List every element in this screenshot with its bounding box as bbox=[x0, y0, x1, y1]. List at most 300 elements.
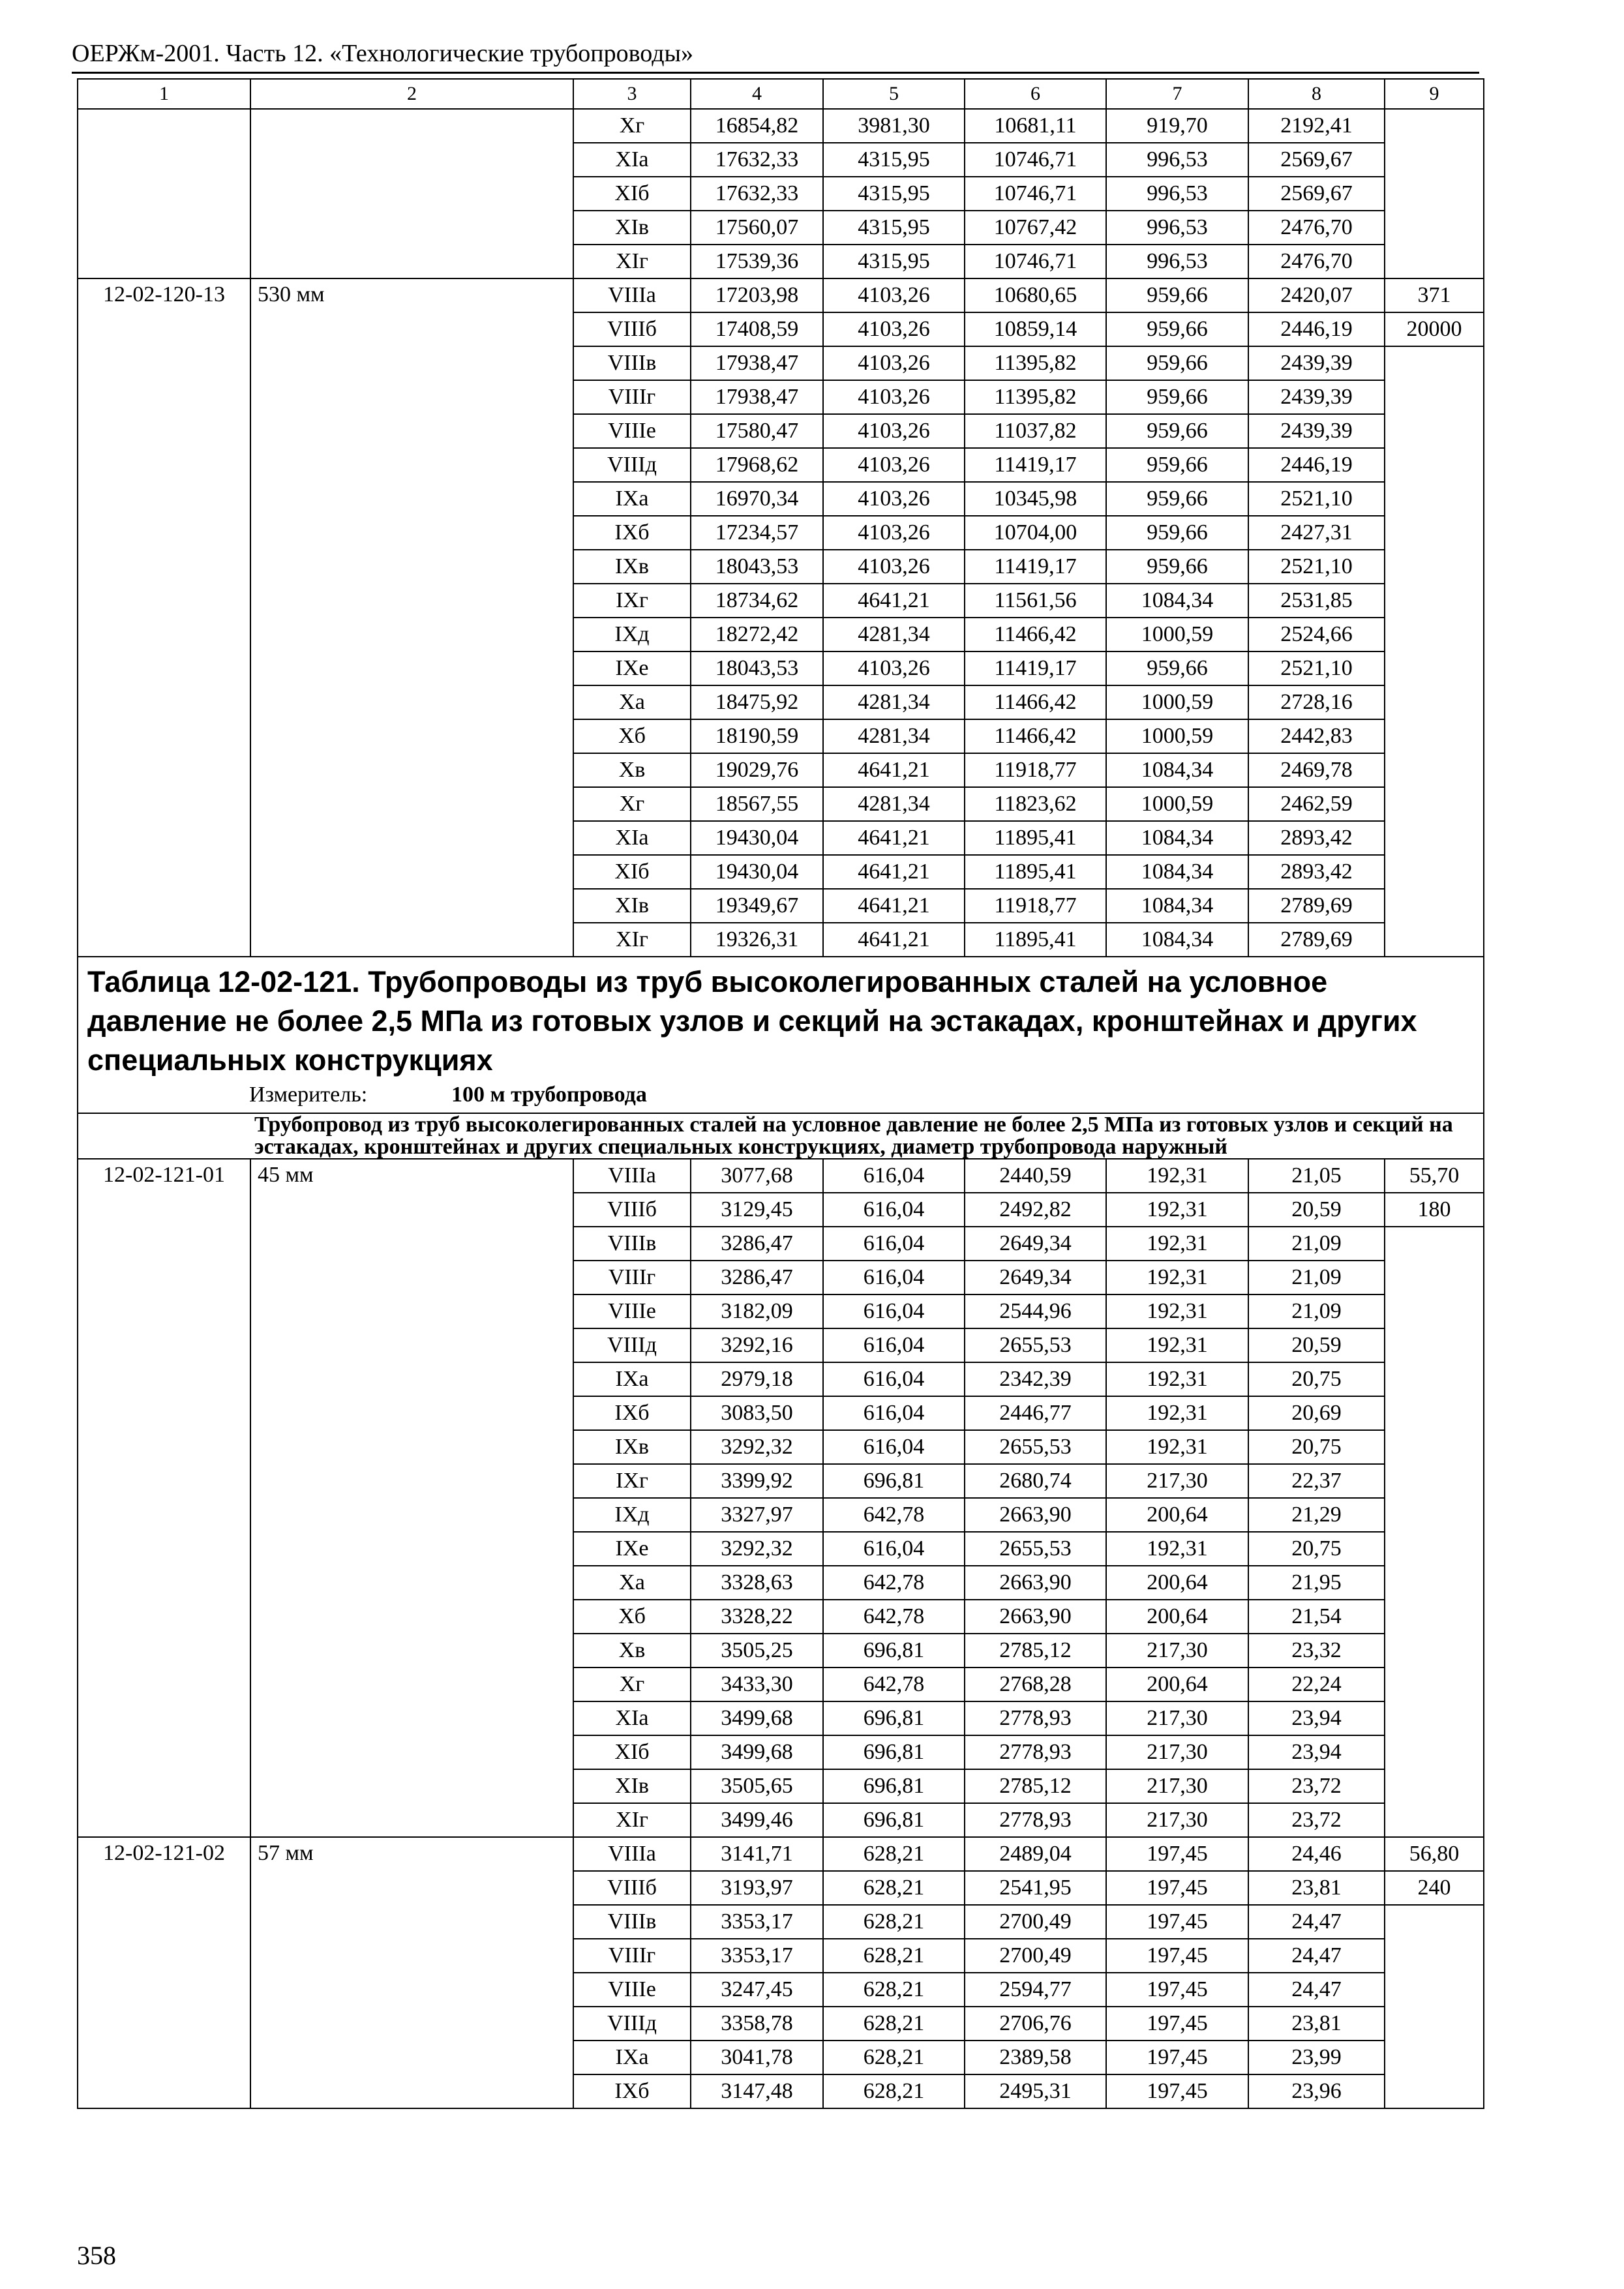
machines-cell: 11466,42 bbox=[965, 685, 1106, 719]
operator-wages-cell: 996,53 bbox=[1106, 211, 1248, 245]
index-cell: VIIIд bbox=[573, 448, 691, 482]
column-number: 3 bbox=[573, 79, 691, 109]
total-cell: 3399,92 bbox=[691, 1464, 823, 1498]
materials-cell: 2531,85 bbox=[1248, 584, 1385, 618]
machines-cell: 2768,28 bbox=[965, 1668, 1106, 1701]
wages-cell: 642,78 bbox=[823, 1498, 965, 1532]
labor-cell bbox=[1385, 109, 1484, 278]
index-cell: IXв bbox=[573, 550, 691, 584]
column-number: 1 bbox=[78, 79, 250, 109]
machines-cell: 2778,93 bbox=[965, 1735, 1106, 1769]
wages-cell: 4281,34 bbox=[823, 787, 965, 821]
operator-wages-cell: 1084,34 bbox=[1106, 855, 1248, 889]
total-cell: 3129,45 bbox=[691, 1193, 823, 1227]
machines-cell: 2778,93 bbox=[965, 1701, 1106, 1735]
machines-cell: 2655,53 bbox=[965, 1532, 1106, 1566]
operator-wages-cell: 217,30 bbox=[1106, 1464, 1248, 1498]
index-cell: VIIIб bbox=[573, 1193, 691, 1227]
machines-cell: 10345,98 bbox=[965, 482, 1106, 516]
materials-cell: 20,75 bbox=[1248, 1532, 1385, 1566]
operator-wages-cell: 959,66 bbox=[1106, 278, 1248, 312]
index-cell: Xг bbox=[573, 787, 691, 821]
operator-wages-cell: 959,66 bbox=[1106, 516, 1248, 550]
machines-cell: 11466,42 bbox=[965, 618, 1106, 651]
wages-cell: 696,81 bbox=[823, 1634, 965, 1668]
labor-cell bbox=[1385, 1227, 1484, 1837]
total-cell: 18475,92 bbox=[691, 685, 823, 719]
total-cell: 3147,48 bbox=[691, 2074, 823, 2108]
materials-cell: 2524,66 bbox=[1248, 618, 1385, 651]
machines-cell: 2663,90 bbox=[965, 1600, 1106, 1634]
total-cell: 18043,53 bbox=[691, 550, 823, 584]
wages-cell: 616,04 bbox=[823, 1532, 965, 1566]
machines-cell: 10746,71 bbox=[965, 245, 1106, 278]
materials-cell: 2420,07 bbox=[1248, 278, 1385, 312]
wages-cell: 616,04 bbox=[823, 1261, 965, 1294]
materials-cell: 22,24 bbox=[1248, 1668, 1385, 1701]
operator-wages-cell: 217,30 bbox=[1106, 1634, 1248, 1668]
operator-wages-cell: 197,45 bbox=[1106, 1905, 1248, 1939]
diameter-cell bbox=[250, 109, 573, 278]
total-cell: 16854,82 bbox=[691, 109, 823, 143]
operator-wages-cell: 197,45 bbox=[1106, 1973, 1248, 2007]
total-cell: 19029,76 bbox=[691, 753, 823, 787]
total-cell: 3499,68 bbox=[691, 1701, 823, 1735]
materials-cell: 2893,42 bbox=[1248, 855, 1385, 889]
materials-cell: 2439,39 bbox=[1248, 414, 1385, 448]
materials-cell: 24,47 bbox=[1248, 1905, 1385, 1939]
index-cell: VIIIа bbox=[573, 1837, 691, 1871]
operator-wages-cell: 959,66 bbox=[1106, 380, 1248, 414]
machines-cell: 2649,34 bbox=[965, 1261, 1106, 1294]
table-row bbox=[78, 278, 1484, 312]
total-cell: 18043,53 bbox=[691, 651, 823, 685]
materials-cell: 20,75 bbox=[1248, 1430, 1385, 1464]
wages-cell: 4281,34 bbox=[823, 618, 965, 651]
operator-wages-cell: 1084,34 bbox=[1106, 753, 1248, 787]
table-row bbox=[78, 109, 1484, 143]
materials-cell: 20,59 bbox=[1248, 1193, 1385, 1227]
total-cell: 3505,65 bbox=[691, 1769, 823, 1803]
column-number: 9 bbox=[1385, 79, 1484, 109]
operator-wages-cell: 192,31 bbox=[1106, 1193, 1248, 1227]
materials-cell: 2789,69 bbox=[1248, 889, 1385, 923]
materials-cell: 23,81 bbox=[1248, 1871, 1385, 1905]
operator-wages-cell: 200,64 bbox=[1106, 1566, 1248, 1600]
wages-cell: 628,21 bbox=[823, 1973, 965, 2007]
wages-cell: 628,21 bbox=[823, 1905, 965, 1939]
code-cell: 12-02-121-02 bbox=[78, 1837, 250, 2108]
total-cell: 3247,45 bbox=[691, 1973, 823, 2007]
operator-wages-cell: 1084,34 bbox=[1106, 821, 1248, 855]
total-cell: 3499,46 bbox=[691, 1803, 823, 1837]
wages-cell: 4103,26 bbox=[823, 482, 965, 516]
index-cell: IXд bbox=[573, 1498, 691, 1532]
materials-cell: 23,94 bbox=[1248, 1735, 1385, 1769]
meter-row bbox=[78, 1080, 1483, 1113]
meter-value: 100 м трубопровода bbox=[451, 1083, 647, 1107]
total-cell: 3041,78 bbox=[691, 2041, 823, 2074]
materials-cell: 2462,59 bbox=[1248, 787, 1385, 821]
total-cell: 17968,62 bbox=[691, 448, 823, 482]
operator-wages-cell: 959,66 bbox=[1106, 448, 1248, 482]
machines-cell: 10704,00 bbox=[965, 516, 1106, 550]
wages-cell: 696,81 bbox=[823, 1769, 965, 1803]
materials-cell: 23,32 bbox=[1248, 1634, 1385, 1668]
index-cell: IXа bbox=[573, 2041, 691, 2074]
index-cell: Xа bbox=[573, 685, 691, 719]
column-number: 8 bbox=[1248, 79, 1385, 109]
operator-wages-cell: 192,31 bbox=[1106, 1261, 1248, 1294]
machines-cell: 2649,34 bbox=[965, 1227, 1106, 1261]
total-cell: 17539,36 bbox=[691, 245, 823, 278]
total-cell: 17408,59 bbox=[691, 312, 823, 346]
total-cell: 3083,50 bbox=[691, 1396, 823, 1430]
wages-cell: 628,21 bbox=[823, 2007, 965, 2041]
index-cell: VIIIе bbox=[573, 1973, 691, 2007]
materials-cell: 2469,78 bbox=[1248, 753, 1385, 787]
materials-cell: 20,75 bbox=[1248, 1362, 1385, 1396]
wages-cell: 4103,26 bbox=[823, 414, 965, 448]
materials-cell: 20,59 bbox=[1248, 1328, 1385, 1362]
materials-cell: 21,05 bbox=[1248, 1159, 1385, 1193]
machines-cell: 2446,77 bbox=[965, 1396, 1106, 1430]
wages-cell: 616,04 bbox=[823, 1430, 965, 1464]
machines-cell: 2706,76 bbox=[965, 2007, 1106, 2041]
wages-cell: 616,04 bbox=[823, 1227, 965, 1261]
index-cell: VIIIе bbox=[573, 414, 691, 448]
machines-cell: 11395,82 bbox=[965, 380, 1106, 414]
machines-cell: 11918,77 bbox=[965, 889, 1106, 923]
total-cell: 3328,22 bbox=[691, 1600, 823, 1634]
total-cell: 17938,47 bbox=[691, 346, 823, 380]
operator-wages-cell: 197,45 bbox=[1106, 2041, 1248, 2074]
operator-wages-cell: 959,66 bbox=[1106, 482, 1248, 516]
machines-cell: 10681,11 bbox=[965, 109, 1106, 143]
diameter-cell: 45 мм bbox=[250, 1159, 573, 1837]
operator-wages-cell: 192,31 bbox=[1106, 1396, 1248, 1430]
wages-cell: 696,81 bbox=[823, 1803, 965, 1837]
machines-cell: 2342,39 bbox=[965, 1362, 1106, 1396]
index-cell: VIIIг bbox=[573, 380, 691, 414]
machines-cell: 2655,53 bbox=[965, 1430, 1106, 1464]
wages-cell: 4641,21 bbox=[823, 855, 965, 889]
machines-cell: 2544,96 bbox=[965, 1294, 1106, 1328]
labor-cell: 20000 bbox=[1385, 312, 1484, 346]
index-cell: VIIIв bbox=[573, 1227, 691, 1261]
total-cell: 19326,31 bbox=[691, 923, 823, 957]
wages-cell: 4315,95 bbox=[823, 211, 965, 245]
materials-cell: 2439,39 bbox=[1248, 346, 1385, 380]
wages-cell: 3981,30 bbox=[823, 109, 965, 143]
machines-cell: 11395,82 bbox=[965, 346, 1106, 380]
operator-wages-cell: 217,30 bbox=[1106, 1735, 1248, 1769]
machines-cell: 11895,41 bbox=[965, 923, 1106, 957]
total-cell: 3182,09 bbox=[691, 1294, 823, 1328]
machines-cell: 10767,42 bbox=[965, 211, 1106, 245]
wages-cell: 4641,21 bbox=[823, 821, 965, 855]
materials-cell: 24,47 bbox=[1248, 1939, 1385, 1973]
operator-wages-cell: 197,45 bbox=[1106, 1939, 1248, 1973]
operator-wages-cell: 1084,34 bbox=[1106, 889, 1248, 923]
operator-wages-cell: 959,66 bbox=[1106, 312, 1248, 346]
total-cell: 3358,78 bbox=[691, 2007, 823, 2041]
materials-cell: 23,81 bbox=[1248, 2007, 1385, 2041]
index-cell: IXб bbox=[573, 1396, 691, 1430]
operator-wages-cell: 1084,34 bbox=[1106, 923, 1248, 957]
materials-cell: 2893,42 bbox=[1248, 821, 1385, 855]
operator-wages-cell: 192,31 bbox=[1106, 1362, 1248, 1396]
index-cell: XIб bbox=[573, 177, 691, 211]
wages-cell: 616,04 bbox=[823, 1193, 965, 1227]
machines-cell: 11419,17 bbox=[965, 448, 1106, 482]
materials-cell: 24,47 bbox=[1248, 1973, 1385, 2007]
materials-cell: 2476,70 bbox=[1248, 245, 1385, 278]
wages-cell: 628,21 bbox=[823, 2074, 965, 2108]
index-cell: Xв bbox=[573, 1634, 691, 1668]
operator-wages-cell: 192,31 bbox=[1106, 1294, 1248, 1328]
operator-wages-cell: 1000,59 bbox=[1106, 618, 1248, 651]
operator-wages-cell: 996,53 bbox=[1106, 177, 1248, 211]
machines-cell: 2440,59 bbox=[965, 1159, 1106, 1193]
operator-wages-cell: 959,66 bbox=[1106, 651, 1248, 685]
machines-cell: 2680,74 bbox=[965, 1464, 1106, 1498]
operator-wages-cell: 217,30 bbox=[1106, 1769, 1248, 1803]
total-cell: 19430,04 bbox=[691, 821, 823, 855]
machines-cell: 11419,17 bbox=[965, 651, 1106, 685]
machines-cell: 11037,82 bbox=[965, 414, 1106, 448]
operator-wages-cell: 1084,34 bbox=[1106, 584, 1248, 618]
index-cell: IXд bbox=[573, 618, 691, 651]
machines-cell: 11561,56 bbox=[965, 584, 1106, 618]
machines-cell: 2663,90 bbox=[965, 1498, 1106, 1532]
operator-wages-cell: 200,64 bbox=[1106, 1668, 1248, 1701]
materials-cell: 2569,67 bbox=[1248, 177, 1385, 211]
materials-cell: 2521,10 bbox=[1248, 550, 1385, 584]
wages-cell: 616,04 bbox=[823, 1159, 965, 1193]
total-cell: 3433,30 bbox=[691, 1668, 823, 1701]
machines-cell: 10746,71 bbox=[965, 143, 1106, 177]
wages-cell: 616,04 bbox=[823, 1294, 965, 1328]
machines-cell: 2655,53 bbox=[965, 1328, 1106, 1362]
labor-cell: 240 bbox=[1385, 1871, 1484, 1905]
column-number: 7 bbox=[1106, 79, 1248, 109]
index-cell: Xв bbox=[573, 753, 691, 787]
machines-cell: 10746,71 bbox=[965, 177, 1106, 211]
index-cell: XIв bbox=[573, 1769, 691, 1803]
wages-cell: 628,21 bbox=[823, 1871, 965, 1905]
machines-cell: 2541,95 bbox=[965, 1871, 1106, 1905]
index-cell: VIIIв bbox=[573, 1905, 691, 1939]
total-cell: 3292,32 bbox=[691, 1430, 823, 1464]
meter-label: Измеритель: bbox=[249, 1083, 368, 1107]
labor-cell: 371 bbox=[1385, 278, 1484, 312]
wages-cell: 4103,26 bbox=[823, 346, 965, 380]
total-cell: 17203,98 bbox=[691, 278, 823, 312]
total-cell: 17560,07 bbox=[691, 211, 823, 245]
section-header-row bbox=[78, 957, 1484, 1113]
wages-cell: 696,81 bbox=[823, 1701, 965, 1735]
operator-wages-cell: 959,66 bbox=[1106, 346, 1248, 380]
total-cell: 17632,33 bbox=[691, 177, 823, 211]
page-header: ОЕРЖм-2001. Часть 12. «Технологические трубопроводы» bbox=[72, 40, 694, 67]
labor-cell bbox=[1385, 1905, 1484, 2108]
total-cell: 19349,67 bbox=[691, 889, 823, 923]
wages-cell: 4641,21 bbox=[823, 923, 965, 957]
total-cell: 3193,97 bbox=[691, 1871, 823, 1905]
materials-cell: 2446,19 bbox=[1248, 448, 1385, 482]
wages-cell: 4641,21 bbox=[823, 584, 965, 618]
operator-wages-cell: 197,45 bbox=[1106, 2074, 1248, 2108]
machines-cell: 2663,90 bbox=[965, 1566, 1106, 1600]
total-cell: 3141,71 bbox=[691, 1837, 823, 1871]
description-blank bbox=[78, 1113, 250, 1159]
index-cell: Xб bbox=[573, 1600, 691, 1634]
index-cell: XIг bbox=[573, 1803, 691, 1837]
index-cell: VIIIг bbox=[573, 1939, 691, 1973]
wages-cell: 616,04 bbox=[823, 1396, 965, 1430]
index-cell: VIIIа bbox=[573, 1159, 691, 1193]
machines-cell: 2389,58 bbox=[965, 2041, 1106, 2074]
header-rule bbox=[72, 72, 1479, 74]
total-cell: 3505,25 bbox=[691, 1634, 823, 1668]
total-cell: 3292,16 bbox=[691, 1328, 823, 1362]
wages-cell: 4641,21 bbox=[823, 889, 965, 923]
code-cell: 12-02-121-01 bbox=[78, 1159, 250, 1837]
operator-wages-cell: 200,64 bbox=[1106, 1498, 1248, 1532]
labor-cell: 56,80 bbox=[1385, 1837, 1484, 1871]
wages-cell: 4641,21 bbox=[823, 753, 965, 787]
labor-cell: 55,70 bbox=[1385, 1159, 1484, 1193]
operator-wages-cell: 192,31 bbox=[1106, 1532, 1248, 1566]
index-cell: IXа bbox=[573, 482, 691, 516]
index-cell: IXе bbox=[573, 651, 691, 685]
materials-cell: 2789,69 bbox=[1248, 923, 1385, 957]
index-cell: XIб bbox=[573, 855, 691, 889]
materials-cell: 20,69 bbox=[1248, 1396, 1385, 1430]
total-cell: 16970,34 bbox=[691, 482, 823, 516]
operator-wages-cell: 197,45 bbox=[1106, 2007, 1248, 2041]
wages-cell: 642,78 bbox=[823, 1600, 965, 1634]
materials-cell: 21,09 bbox=[1248, 1227, 1385, 1261]
diameter-cell: 530 мм bbox=[250, 278, 573, 957]
operator-wages-cell: 200,64 bbox=[1106, 1600, 1248, 1634]
machines-cell: 11895,41 bbox=[965, 821, 1106, 855]
materials-cell: 2427,31 bbox=[1248, 516, 1385, 550]
wages-cell: 4103,26 bbox=[823, 651, 965, 685]
wages-cell: 628,21 bbox=[823, 2041, 965, 2074]
materials-cell: 2192,41 bbox=[1248, 109, 1385, 143]
wages-cell: 4281,34 bbox=[823, 685, 965, 719]
operator-wages-cell: 197,45 bbox=[1106, 1837, 1248, 1871]
table-row bbox=[78, 1159, 1484, 1193]
total-cell: 3353,17 bbox=[691, 1905, 823, 1939]
wages-cell: 642,78 bbox=[823, 1668, 965, 1701]
code-cell bbox=[78, 109, 250, 278]
machines-cell: 10680,65 bbox=[965, 278, 1106, 312]
page-number: 358 bbox=[77, 2241, 116, 2270]
materials-cell: 21,29 bbox=[1248, 1498, 1385, 1532]
wages-cell: 4103,26 bbox=[823, 380, 965, 414]
index-cell: VIIIд bbox=[573, 2007, 691, 2041]
machines-cell: 11419,17 bbox=[965, 550, 1106, 584]
materials-cell: 2569,67 bbox=[1248, 143, 1385, 177]
index-cell: VIIIв bbox=[573, 346, 691, 380]
table-title: Таблица 12-02-121. Трубопроводы из труб высоколегированных сталей на условное давление не более 2,5 МПа из готовых узлов и секций на эстакадах, кронштейнах и других специальных конструкциях bbox=[87, 965, 1417, 1077]
materials-cell: 2442,83 bbox=[1248, 719, 1385, 753]
materials-cell: 2439,39 bbox=[1248, 380, 1385, 414]
wages-cell: 4315,95 bbox=[823, 177, 965, 211]
wages-cell: 628,21 bbox=[823, 1939, 965, 1973]
operator-wages-cell: 1000,59 bbox=[1106, 685, 1248, 719]
operator-wages-cell: 959,66 bbox=[1106, 550, 1248, 584]
column-number-row bbox=[78, 79, 1484, 109]
rates-table-body bbox=[78, 79, 1484, 2108]
total-cell: 17234,57 bbox=[691, 516, 823, 550]
index-cell: IXа bbox=[573, 1362, 691, 1396]
materials-cell: 22,37 bbox=[1248, 1464, 1385, 1498]
materials-cell: 24,46 bbox=[1248, 1837, 1385, 1871]
total-cell: 3328,63 bbox=[691, 1566, 823, 1600]
total-cell: 2979,18 bbox=[691, 1362, 823, 1396]
operator-wages-cell: 217,30 bbox=[1106, 1803, 1248, 1837]
index-cell: Xг bbox=[573, 1668, 691, 1701]
materials-cell: 23,72 bbox=[1248, 1769, 1385, 1803]
materials-cell: 23,72 bbox=[1248, 1803, 1385, 1837]
operator-wages-cell: 192,31 bbox=[1106, 1328, 1248, 1362]
total-cell: 18734,62 bbox=[691, 584, 823, 618]
machines-cell: 11918,77 bbox=[965, 753, 1106, 787]
operator-wages-cell: 959,66 bbox=[1106, 414, 1248, 448]
operator-wages-cell: 192,31 bbox=[1106, 1227, 1248, 1261]
total-cell: 3286,47 bbox=[691, 1227, 823, 1261]
index-cell: XIа bbox=[573, 143, 691, 177]
index-cell: XIа bbox=[573, 821, 691, 855]
materials-cell: 21,95 bbox=[1248, 1566, 1385, 1600]
operator-wages-cell: 197,45 bbox=[1106, 1871, 1248, 1905]
total-cell: 3353,17 bbox=[691, 1939, 823, 1973]
wages-cell: 696,81 bbox=[823, 1464, 965, 1498]
wages-cell: 642,78 bbox=[823, 1566, 965, 1600]
wages-cell: 4103,26 bbox=[823, 448, 965, 482]
materials-cell: 23,94 bbox=[1248, 1701, 1385, 1735]
wages-cell: 4103,26 bbox=[823, 516, 965, 550]
machines-cell: 2594,77 bbox=[965, 1973, 1106, 2007]
index-cell: XIв bbox=[573, 889, 691, 923]
index-cell: VIIIг bbox=[573, 1261, 691, 1294]
materials-cell: 2521,10 bbox=[1248, 651, 1385, 685]
machines-cell: 2495,31 bbox=[965, 2074, 1106, 2108]
description-row bbox=[78, 1113, 1484, 1159]
materials-cell: 21,09 bbox=[1248, 1261, 1385, 1294]
index-cell: IXг bbox=[573, 584, 691, 618]
machines-cell: 2700,49 bbox=[965, 1939, 1106, 1973]
materials-cell: 21,54 bbox=[1248, 1600, 1385, 1634]
index-cell: XIб bbox=[573, 1735, 691, 1769]
index-cell: XIв bbox=[573, 211, 691, 245]
total-cell: 3499,68 bbox=[691, 1735, 823, 1769]
index-cell: IXе bbox=[573, 1532, 691, 1566]
index-cell: VIIIд bbox=[573, 1328, 691, 1362]
operator-wages-cell: 996,53 bbox=[1106, 143, 1248, 177]
index-cell: VIIIе bbox=[573, 1294, 691, 1328]
materials-cell: 21,09 bbox=[1248, 1294, 1385, 1328]
labor-cell bbox=[1385, 346, 1484, 957]
wages-cell: 4315,95 bbox=[823, 245, 965, 278]
total-cell: 3077,68 bbox=[691, 1159, 823, 1193]
wages-cell: 4103,26 bbox=[823, 550, 965, 584]
index-cell: IXв bbox=[573, 1430, 691, 1464]
